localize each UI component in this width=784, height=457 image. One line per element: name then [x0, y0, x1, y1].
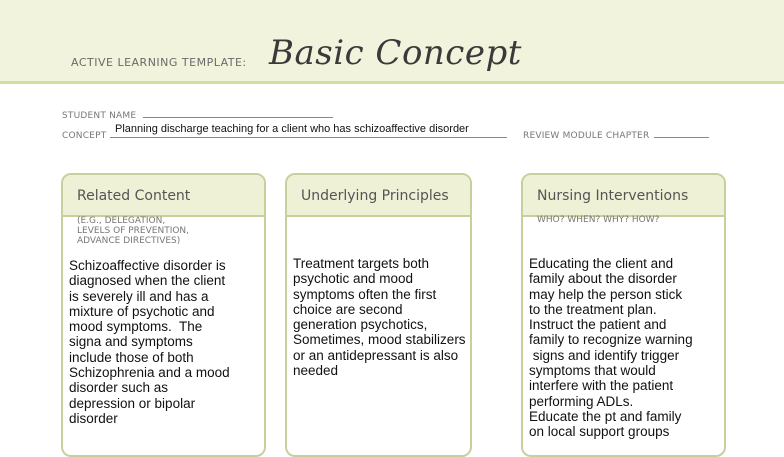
concept-label: CONCEPT: [62, 131, 107, 141]
template-title: Basic Concept: [269, 33, 522, 73]
student-name-label: STUDENT NAME: [62, 111, 137, 121]
card-subtitle: (E.G., DELEGATION,: [77, 216, 166, 226]
card-body: Treatment targets both psychotic and mood symptoms often the first choice are second generation psychotics, Sometimes, mood stabilizers or an antidepressant is also needed: [293, 256, 466, 379]
student-name-field: [62, 109, 333, 121]
review-module-label: REVIEW MODULE CHAPTER: [523, 131, 650, 141]
card-related-content: [61, 173, 266, 457]
concept-value: Planning discharge teaching for a client who has schizoaffective disorder: [115, 123, 469, 135]
card-title: Nursing Interventions: [537, 188, 689, 204]
card-title: Underlying Principles: [301, 188, 449, 204]
student-name-line: [143, 109, 333, 118]
card-title: Related Content: [77, 188, 191, 204]
card-underlying-principles: [285, 173, 472, 457]
review-module-field: [523, 129, 709, 141]
card-subtitle: ADVANCE DIRECTIVES): [77, 236, 181, 246]
card-subtitle: LEVELS OF PREVENTION,: [77, 226, 190, 236]
template-label: ACTIVE LEARNING TEMPLATE:: [71, 56, 247, 69]
card-subtitle: WHO? WHEN? WHY? HOW?: [537, 215, 660, 225]
card-body: Educating the client and family about the disorder may help the person stick to the treatment plan. Instruct the patient and family to recognize warning signs and identify trigger symptoms that would interfere with the patient performing ADLs. Educate the pt and family on local support groups: [529, 256, 693, 440]
review-module-line: [654, 129, 709, 138]
card-body: Schizoaffective disorder is diagnosed when the client is severely ill and has a mixture of psychotic and mood symptoms. The signa and symptoms include those of both Schizophrenia and a mood disorder such as depression or bipolar disorder: [69, 258, 230, 426]
card-nursing-interventions: [521, 173, 726, 457]
